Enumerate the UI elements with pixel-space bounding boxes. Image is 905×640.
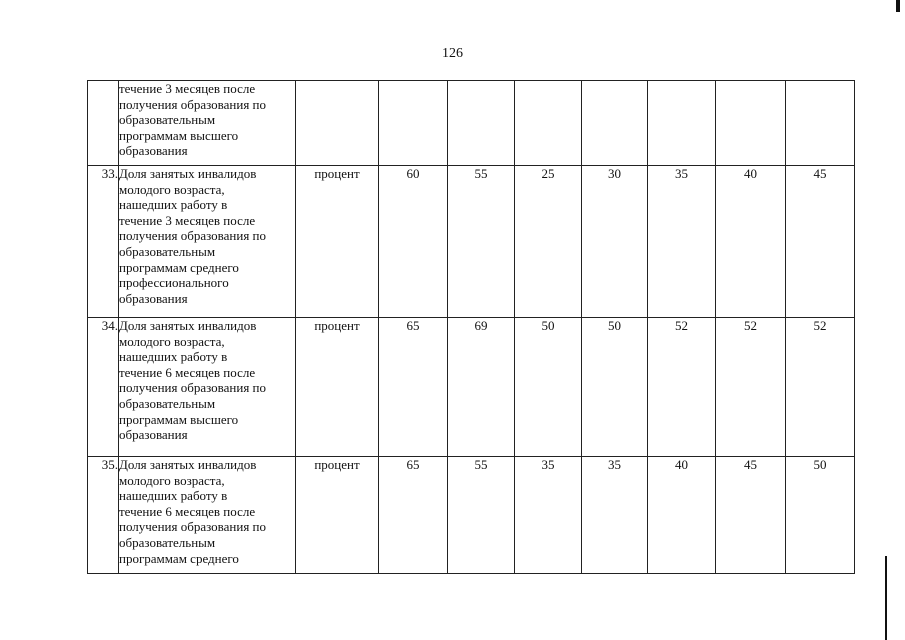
unit-cell bbox=[296, 81, 379, 166]
value-cell bbox=[515, 81, 582, 166]
value-cell bbox=[716, 81, 786, 166]
indicator-name-line: течение 6 месяцев после bbox=[119, 364, 256, 380]
unit-cell: процент bbox=[296, 318, 379, 457]
indicator-name-line: образовательным bbox=[119, 534, 216, 550]
indicator-table bbox=[87, 80, 855, 574]
table-row-continued bbox=[88, 81, 855, 166]
indicator-name-line: течение 3 месяцев после bbox=[119, 212, 256, 228]
indicator-name-line: течение 3 месяцев после bbox=[119, 81, 256, 96]
indicator-name bbox=[119, 457, 296, 574]
value-cell: 35 bbox=[582, 457, 648, 574]
indicator-name-line: образовательным bbox=[119, 395, 216, 411]
row-number: 35. bbox=[88, 457, 119, 574]
row-number: 34. bbox=[88, 318, 119, 457]
value-cell bbox=[582, 81, 648, 166]
value-cell: 45 bbox=[786, 166, 855, 318]
indicator-name-line: получения образования по bbox=[119, 96, 267, 112]
value-cell: 65 bbox=[379, 457, 448, 574]
value-cell: 50 bbox=[515, 318, 582, 457]
indicator-name-line: нашедших работу в bbox=[119, 349, 228, 365]
indicator-name-line: программам высшего bbox=[119, 411, 239, 427]
indicator-name-line: образования bbox=[119, 427, 188, 443]
value-cell: 40 bbox=[648, 457, 716, 574]
indicator-name-line: образования bbox=[119, 290, 188, 306]
value-cell bbox=[379, 81, 448, 166]
indicator-name-line: программам высшего bbox=[119, 127, 239, 143]
value-cell: 65 bbox=[379, 318, 448, 457]
value-cell bbox=[648, 81, 716, 166]
indicator-name-line: образования bbox=[119, 143, 188, 159]
value-cell bbox=[786, 81, 855, 166]
table-row-35 bbox=[88, 457, 855, 574]
value-cell: 52 bbox=[716, 318, 786, 457]
value-cell: 45 bbox=[716, 457, 786, 574]
indicator-name bbox=[119, 166, 296, 318]
value-cell: 30 bbox=[582, 166, 648, 318]
indicator-name bbox=[119, 318, 296, 457]
indicator-name-line: профессионального bbox=[119, 275, 229, 291]
unit-cell: процент bbox=[296, 457, 379, 574]
indicator-name-line: Доля занятых инвалидов bbox=[119, 318, 257, 333]
indicator-name-line: программам среднего bbox=[119, 550, 239, 566]
table-row-33 bbox=[88, 166, 855, 318]
scan-edge-mark-top bbox=[896, 0, 900, 12]
row-number bbox=[88, 81, 119, 166]
table-body bbox=[88, 81, 855, 574]
indicator-name-line: молодого возраста, bbox=[119, 472, 225, 488]
indicator-name-line: получения образования по bbox=[119, 380, 267, 396]
indicator-name-line: получения образования по bbox=[119, 228, 267, 244]
value-cell: 52 bbox=[648, 318, 716, 457]
value-cell: 35 bbox=[648, 166, 716, 318]
value-cell: 60 bbox=[379, 166, 448, 318]
indicator-name-line: нашедших работу в bbox=[119, 197, 228, 213]
value-cell: 55 bbox=[448, 166, 515, 318]
value-cell: 50 bbox=[786, 457, 855, 574]
indicator-name-line: течение 6 месяцев после bbox=[119, 503, 256, 519]
value-cell: 40 bbox=[716, 166, 786, 318]
value-cell: 69 bbox=[448, 318, 515, 457]
unit-cell: процент bbox=[296, 166, 379, 318]
indicator-name-line: образовательным bbox=[119, 112, 216, 128]
value-cell: 25 bbox=[515, 166, 582, 318]
value-cell: 52 bbox=[786, 318, 855, 457]
indicator-name bbox=[119, 81, 296, 166]
indicator-name-line: Доля занятых инвалидов bbox=[119, 166, 257, 181]
value-cell bbox=[448, 81, 515, 166]
page-number: 126 bbox=[442, 46, 463, 61]
scan-edge-mark-bottom bbox=[885, 556, 887, 640]
indicator-name-line: образовательным bbox=[119, 243, 216, 259]
indicator-name-line: программам среднего bbox=[119, 259, 239, 275]
value-cell: 35 bbox=[515, 457, 582, 574]
indicator-name-line: молодого возраста, bbox=[119, 333, 225, 349]
indicator-name-line: нашедших работу в bbox=[119, 488, 228, 504]
table-row-34 bbox=[88, 318, 855, 457]
value-cell: 50 bbox=[582, 318, 648, 457]
row-number: 33. bbox=[88, 166, 119, 318]
value-cell: 55 bbox=[448, 457, 515, 574]
indicator-name-line: получения образования по bbox=[119, 519, 267, 535]
indicator-name-line: молодого возраста, bbox=[119, 181, 225, 197]
indicator-name-line: Доля занятых инвалидов bbox=[119, 457, 257, 472]
